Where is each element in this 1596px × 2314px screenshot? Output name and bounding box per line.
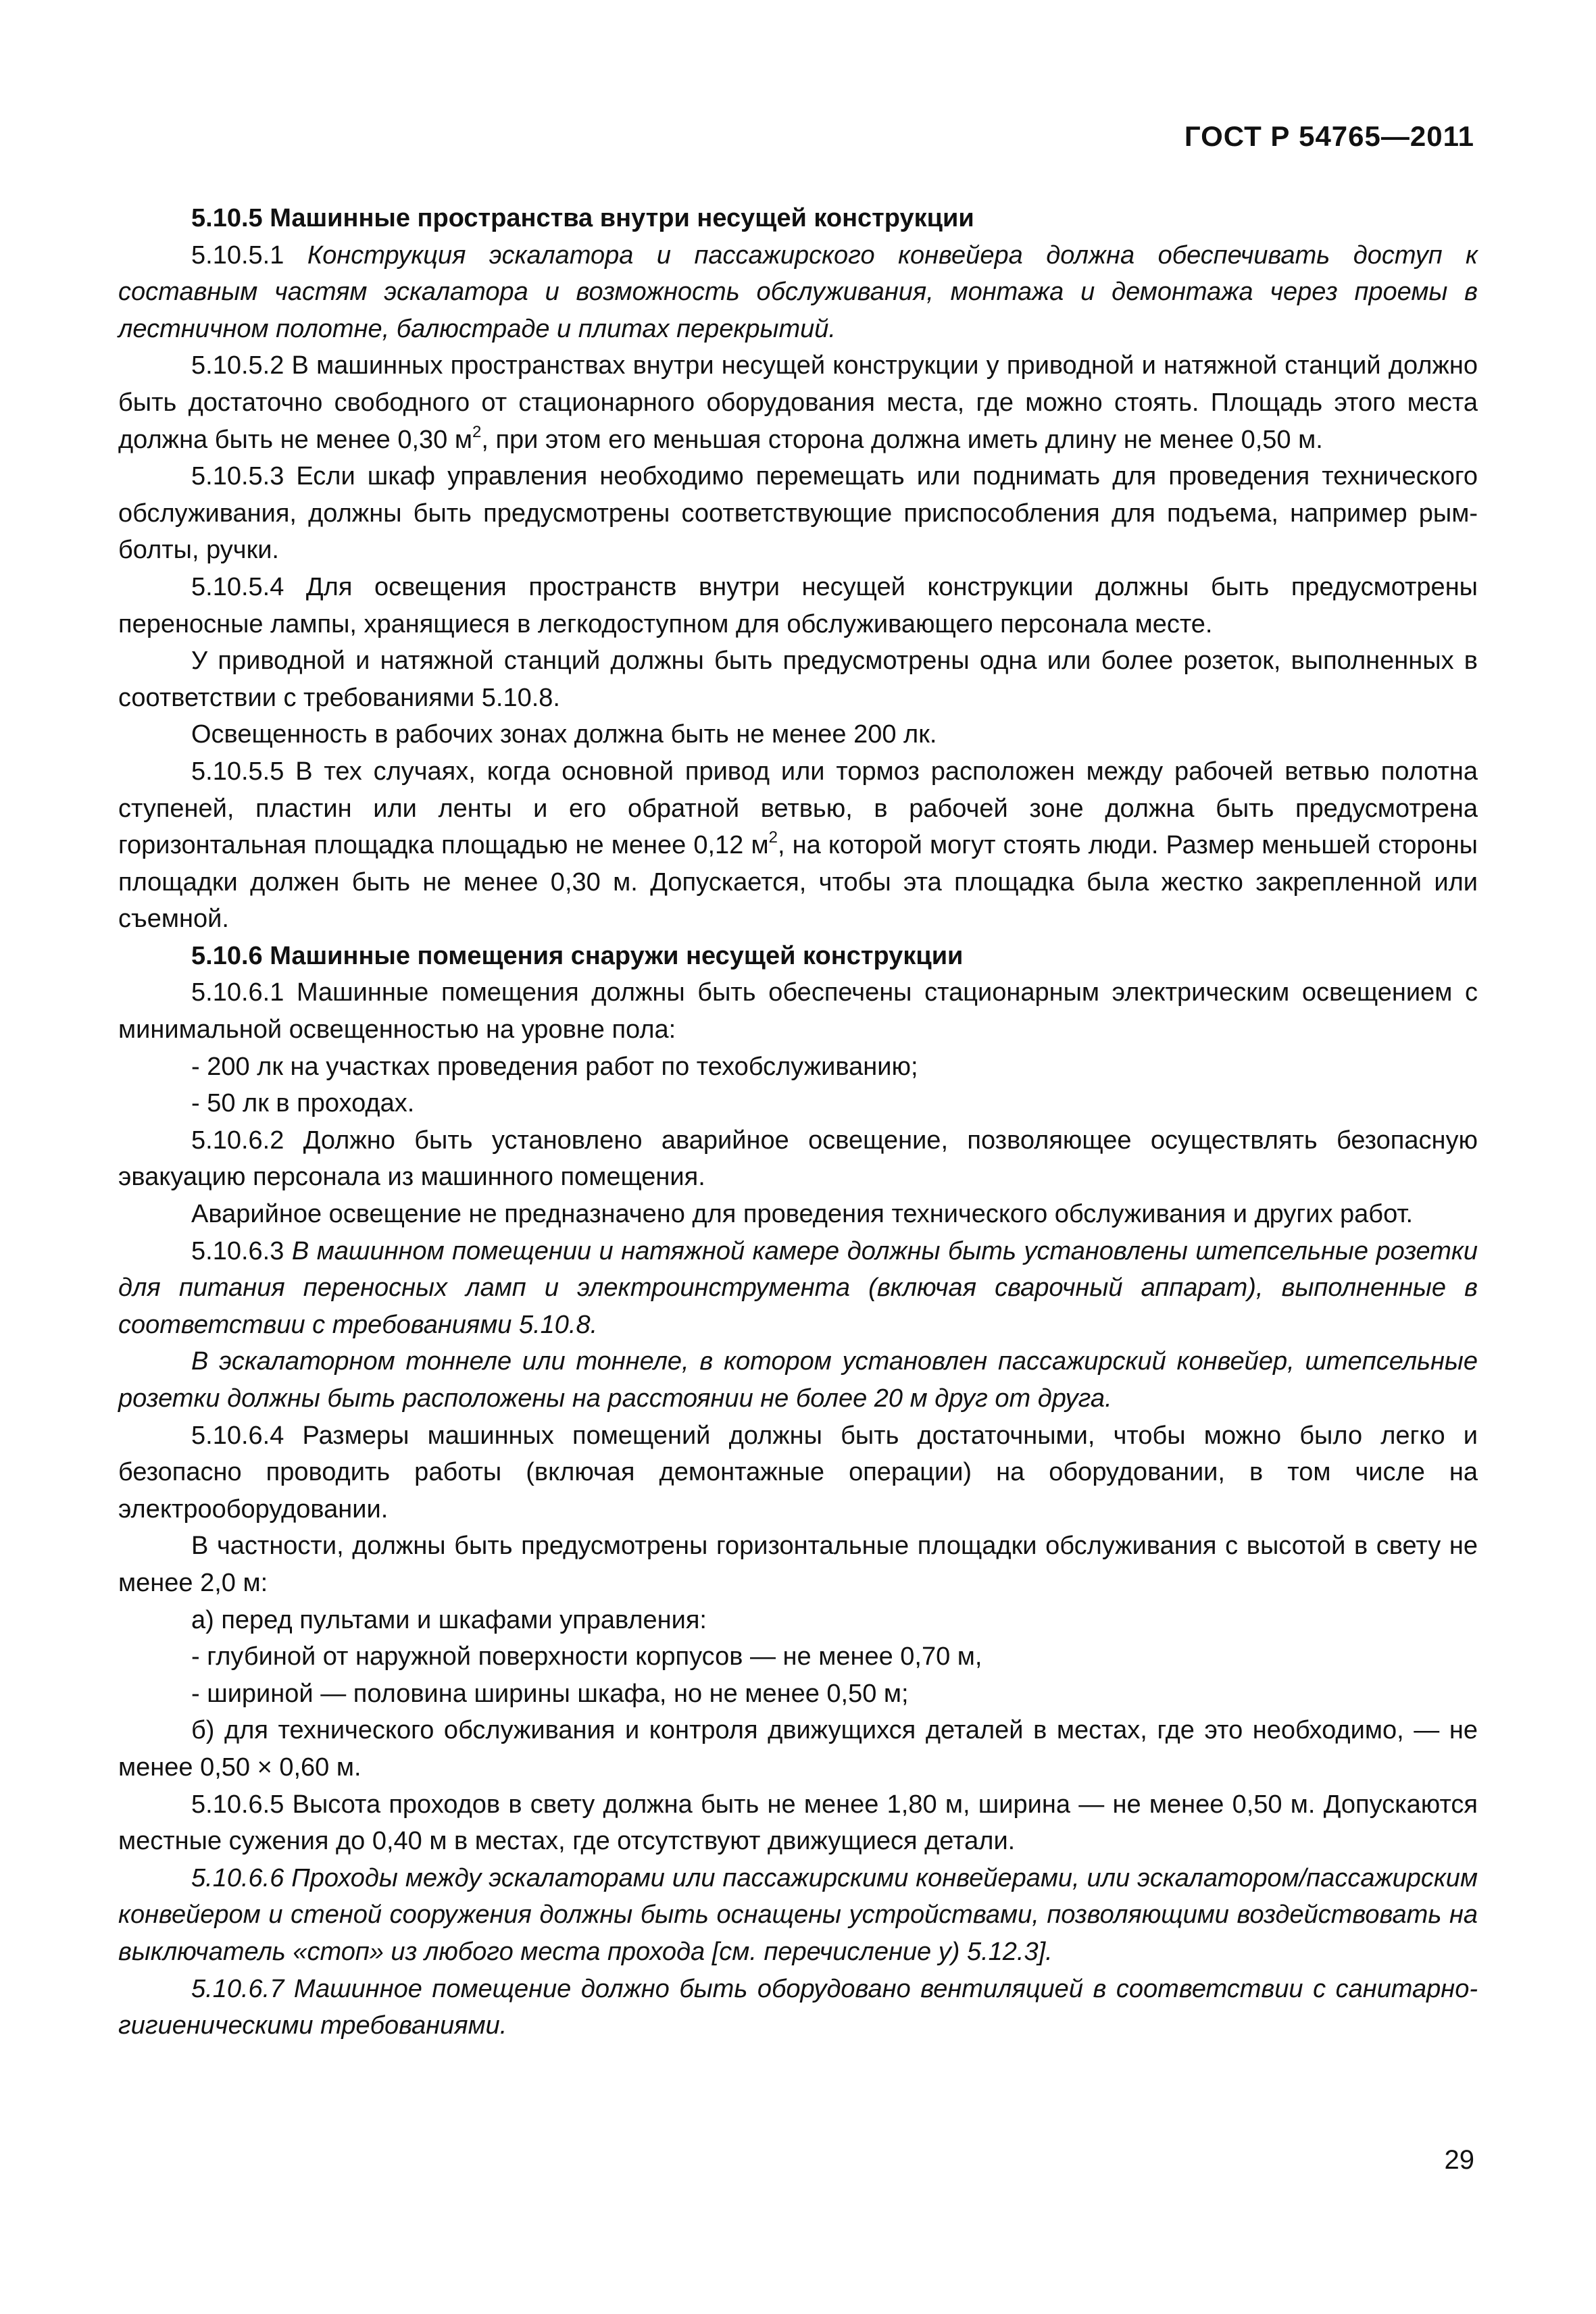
list-item: б) для технического обслуживания и контроля движущихся деталей в местах, где это необходимо, — не менее 0,50 × 0,60 м. <box>118 1716 1478 1782</box>
paragraph <box>118 237 1478 348</box>
paragraph: 5.10.6.2 Должно быть установлено аварийное освещение, позволяющее осуществлять безопасную эвакуацию персонала из машинного помещения. <box>118 1126 1478 1192</box>
section-heading-5-10-6: 5.10.6 Машинные помещения снаружи несущей конструкции <box>191 941 964 970</box>
superscript: 2 <box>472 422 482 441</box>
paragraph <box>118 1343 1478 1417</box>
paragraph: Аварийное освещение не предназначено для проведения технического обслуживания и других работ. <box>191 1200 1414 1229</box>
clause-text: 5.10.6.6 Проходы между эскалаторами или пассажирскими конвейерами, или эскалатором/пассажирским конвейером и стеной сооружения должны быть оснащены устройствами, позволяющими воздействовать на выключатель «стоп» из любого места прохода [см. перечисление у) 5.12.3]. <box>118 1863 1478 1966</box>
paragraph: Освещенность в рабочих зонах должна быть не менее 200 лк. <box>191 720 937 749</box>
paragraph: У приводной и натяжной станций должны быть предусмотрены одна или более розеток, выполненных в соответствии с требованиями 5.10.8. <box>118 647 1478 712</box>
paragraph: 5.10.5.4 Для освещения пространств внутри несущей конструкции должны быть предусмотрены переносные лампы, хранящиеся в легкодоступном для обслуживающего персонала месте. <box>118 572 1478 638</box>
document-body <box>118 200 1478 2044</box>
list-item: - глубиной от наружной поверхности корпусов — не менее 0,70 м, <box>191 1642 982 1671</box>
paragraph: 5.10.5.3 Если шкаф управления необходимо перемещать или поднимать для проведения технического обслуживания, должны быть предусмотрены соответствующие приспособления для подъема, например рым-болты, ручки. <box>118 462 1478 565</box>
clause-number: 5.10.6.3 <box>191 1236 284 1265</box>
paragraph: В частности, должны быть предусмотрены горизонтальные площадки обслуживания с высотой в свету не менее 2,0 м: <box>118 1532 1478 1597</box>
list-item: - шириной — половина ширины шкафа, но не менее 0,50 м; <box>191 1679 909 1708</box>
paragraph: 5.10.6.5 Высота проходов в свету должна быть не менее 1,80 м, ширина — не менее 0,50 м. Допускаются местные сужения до 0,40 м в местах, где отсутствуют движущиеся детали. <box>118 1790 1478 1856</box>
paragraph-text: 5.10.5.2 В машинных пространствах внутри несущей конструкции у приводной и натяжной станций должно быть достаточно свободного от стационарного оборудования места, где можно стоять. Площадь этого места должна быть не менее 0,30 м <box>118 351 1478 454</box>
list-item: - 200 лк на участках проведения работ по техобслуживанию; <box>191 1052 918 1081</box>
paragraph <box>118 753 1478 938</box>
superscript: 2 <box>768 828 778 847</box>
list-item: - 50 лк в проходах. <box>191 1089 415 1118</box>
paragraph-text: , на которой могут стоять люди. Размер меньшей стороны площадки должен быть не менее 0,30 м. Допускается, чтобы эта площадка была жестко закрепленной или съемной. <box>118 831 1478 934</box>
paragraph <box>118 1860 1478 1971</box>
paragraph-text: , при этом его меньшая сторона должна иметь длину не менее 0,50 м. <box>481 425 1323 454</box>
paragraph-text: 5.10.5.5 В тех случаях, когда основной привод или тормоз расположен между рабочей ветвью полотна ступеней, пластин или ленты и его обратной ветвью, в рабочей зоне должна быть предусмотрена горизонтальная площадка площадью не менее 0,12 м <box>118 757 1478 860</box>
list-item: а) перед пультами и шкафами управления: <box>191 1605 707 1634</box>
clause-number: 5.10.5.1 <box>191 241 284 270</box>
clause-text: 5.10.6.7 Машинное помещение должно быть оборудовано вентиляцией в соответствии с санитарно-гигиеническими требованиями. <box>118 1974 1478 2040</box>
paragraph: 5.10.6.1 Машинные помещения должны быть обеспечены стационарным электрическим освещением с минимальной освещенностью на уровне пола: <box>118 978 1478 1045</box>
paragraph <box>118 1971 1478 2044</box>
section-heading-5-10-5: 5.10.5 Машинные пространства внутри несущей конструкции <box>191 204 974 232</box>
paragraph: 5.10.6.4 Размеры машинных помещений должны быть достаточными, чтобы можно было легко и безопасно проводить работы (включая демонтажные операции) на оборудовании, в том числе на электрооборудовании. <box>118 1421 1478 1524</box>
document-header: ГОСТ Р 54765—2011 <box>1184 120 1474 152</box>
clause-text: В эскалаторном тоннеле или тоннеле, в котором установлен пассажирский конвейер, штепсельные розетки должны быть расположены на расстоянии не более 20 м друг от друга. <box>118 1347 1478 1413</box>
page-number: 29 <box>1444 2145 1474 2175</box>
clause-text: В машинном помещении и натяжной камере должны быть установлены штепсельные розетки для питания переносных ламп и электроинструмента (включая сварочный аппарат), выполненные в соответствии с требованиями 5.10.8. <box>118 1236 1478 1339</box>
paragraph <box>118 347 1478 458</box>
paragraph <box>118 1233 1478 1344</box>
clause-text: Конструкция эскалатора и пассажирского конвейера должна обеспечивать доступ к составным частям эскалатора и возможность обслуживания, монтажа и демонтажа через проемы в лестничном полотне, балюстраде и плитах перекрытий. <box>118 241 1478 343</box>
